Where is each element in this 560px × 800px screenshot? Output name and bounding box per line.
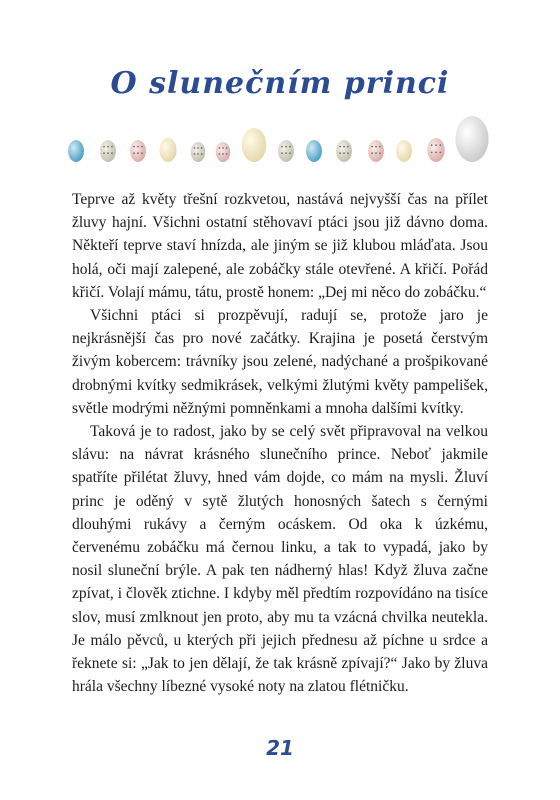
egg-speckle: [103, 152, 105, 154]
egg-speckle: [107, 152, 109, 154]
egg-speckle: [371, 146, 373, 148]
egg-icon: [278, 140, 294, 162]
egg-speckle: [431, 144, 433, 146]
egg-speckle: [281, 152, 283, 154]
egg-speckle: [194, 147, 196, 149]
paragraph: Všichni ptáci si prozpěvují, radují se, protože jaro je nejkrásnější čas pro nové začátky. Krajina je posetá čerstvým živým kobercem: trávníky jsou zelené, nadýchané a prošpikované drobnými kvítky sedmikrásek, velkými žlutými květy pampelišek, světle modrými něžnými pomněnkami a mnoha dalšími kvítky.: [72, 307, 488, 417]
egg-speckle: [379, 146, 381, 148]
egg-icon: [216, 142, 230, 162]
egg-speckle: [435, 144, 437, 146]
egg-speckle: [222, 153, 224, 155]
egg-speckle: [222, 147, 224, 149]
egg-speckle: [111, 146, 113, 148]
egg-speckle: [435, 152, 437, 154]
egg-speckle: [197, 147, 199, 149]
egg-speckle: [103, 146, 105, 148]
egg-speckle: [285, 152, 287, 154]
egg-speckle: [379, 152, 381, 154]
egg-speckle: [133, 152, 135, 154]
egg-speckle: [289, 152, 291, 154]
egg-speckle: [107, 146, 109, 148]
egg-speckle: [289, 146, 291, 148]
egg-icon: [396, 140, 412, 162]
egg-speckle: [201, 147, 203, 149]
egg-icon: [336, 140, 352, 162]
egg-speckle: [133, 146, 135, 148]
egg-speckle: [439, 152, 441, 154]
egg-speckle: [375, 146, 377, 148]
egg-speckle: [226, 153, 228, 155]
page-number: 21: [266, 736, 294, 760]
egg-speckle: [285, 146, 287, 148]
egg-speckle: [219, 147, 221, 149]
egg-icon: [242, 128, 266, 162]
egg-speckle: [343, 146, 345, 148]
egg-speckle: [339, 146, 341, 148]
egg-speckle: [375, 152, 377, 154]
egg-icon: [68, 140, 84, 162]
egg-icon: [427, 138, 444, 162]
egg-speckle: [141, 146, 143, 148]
egg-icon: [100, 140, 116, 162]
egg-speckle: [343, 152, 345, 154]
egg-speckle: [226, 147, 228, 149]
paragraph: Taková je to radost, jako by se celý svět připravoval na velkou slávu: na návrat krásného slunečního prince. Neboť jakmile spatříte přilétat žluvy, hned vám dojde, co mám na mysli. Žluví princ je oděný v sytě žlutých honosných šatech s černými dlouhými rukávy a černým ocáskem. Od oka k úzkému, červenému zobáčku má černou linku, a tak to vypadá, jako by nosil sluneční brýle. A pak ten nádherný hlas! Když žluva začne zpívat, i člověk ztichne. I kdyby měl předtím rozpovídáno na tisíce slov, musí zmlknout jen proto, aby mu ta vzácná chvilka neutekla. Je málo pěvců, u kterých při jejich přednesu až píchne u srdce a řeknete si: „Jak to jen dělají, že tak krásně zpívají?“ Jako by žluva hrála všechny líbezné vysoké noty na zlatou flétničku.: [72, 423, 488, 696]
egg-speckle: [141, 152, 143, 154]
egg-icon: [368, 140, 384, 162]
page-title: O slunečním princi: [110, 66, 450, 101]
egg-icon: [455, 116, 488, 162]
egg-speckle: [347, 146, 349, 148]
egg-icon: [130, 140, 146, 162]
egg-speckle: [431, 152, 433, 154]
egg-speckle: [111, 152, 113, 154]
egg-speckle: [194, 153, 196, 155]
egg-icon: [306, 140, 322, 162]
egg-speckle: [371, 152, 373, 154]
egg-icon: [159, 138, 176, 162]
egg-speckle: [347, 152, 349, 154]
egg-speckle: [219, 153, 221, 155]
egg-speckle: [201, 153, 203, 155]
egg-speckle: [137, 146, 139, 148]
egg-speckle: [339, 152, 341, 154]
egg-icon: [191, 142, 205, 162]
egg-speckle: [439, 144, 441, 146]
egg-speckle: [281, 146, 283, 148]
egg-row-decoration: [58, 110, 500, 170]
paragraph: Teprve až květy třešní rozkvetou, nastává nejvyšší čas na přílet žluvy hajní. Všichni ostatní stěhovaví ptáci jsou již dávno doma. Někteří teprve staví hnízda, ale jiným se již klubou mláďata. Jsou holá, oči mají zalepené, ale zobáčky stále otevřené. A křičí. Pořád křičí. Volají mámu, tátu, prostě honem: „Dej mi něco do zobáčku.“: [72, 191, 488, 301]
body-text: [72, 188, 488, 698]
egg-speckle: [197, 153, 199, 155]
egg-speckle: [137, 152, 139, 154]
